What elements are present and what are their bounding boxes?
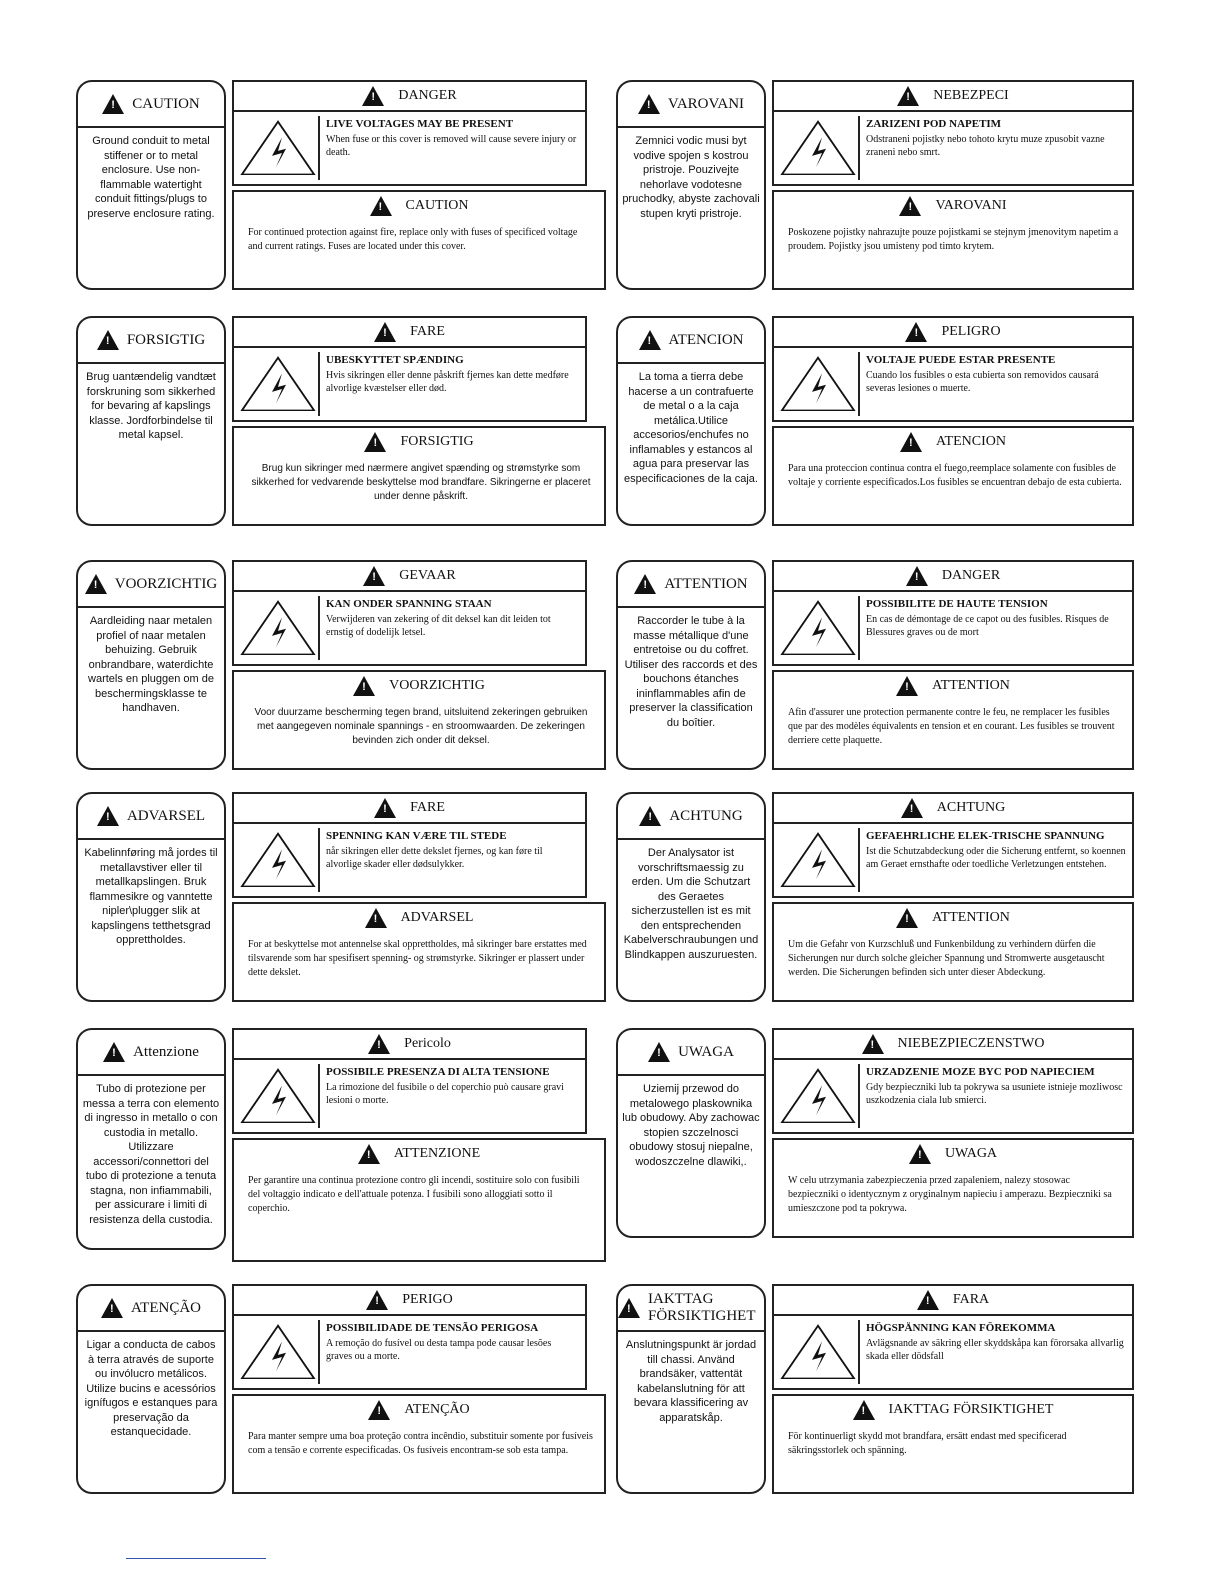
danger-label-body (234, 824, 585, 896)
fuse-label (232, 1138, 606, 1262)
fuse-header-text: ATTENTION (932, 910, 1010, 925)
danger-text (866, 830, 1126, 871)
danger-text (866, 1322, 1126, 1363)
fuse-label (772, 902, 1134, 1002)
caution-label (616, 80, 766, 290)
warning-triangle-icon (618, 1298, 640, 1318)
caution-title-text: IAKTTAG FÖRSIKTIGHET (648, 1291, 756, 1324)
danger-description: Ist die Schutzabdeckung oder die Sicherung entfernt, so koennen am Geraet ernsthafte oder toedliche Verletzungen entstehen. (866, 846, 1126, 870)
warning-triangle-icon (897, 86, 919, 106)
danger-title: GEFAEHRLICHE ELEK-TRISCHE SPANNUNG (866, 830, 1105, 842)
danger-label-body (774, 1316, 1132, 1388)
fuse-header-text: VOORZICHTIG (389, 678, 485, 693)
caution-label-body: Brug uantændelig vandtæt forskruning som sikkerhed for bevaring af kapslings klasse. Jordforbindelse til metal kapsel. (86, 371, 216, 441)
danger-description: Hvis sikringen eller denne påskrift fjernes kan dette medføre alvorlige kvæstelser eller død. (326, 370, 569, 394)
danger-label (232, 1284, 587, 1390)
caution-label (76, 1028, 226, 1250)
danger-label-header (774, 1030, 1132, 1060)
caution-label (76, 80, 226, 290)
danger-text (326, 598, 579, 639)
warning-triangle-icon (363, 566, 385, 586)
danger-title: HÖGSPÄNNING KAN FÖREKOMMA (866, 1322, 1056, 1334)
warning-triangle-icon (85, 574, 107, 594)
danger-description: La rimozione del fusibile o del coperchio può causare gravi lesioni o morte. (326, 1082, 564, 1106)
danger-text (326, 354, 579, 395)
fuse-description: For at beskyttelse mot antennelse skal opprettholdes, må sikringer bare erstattes med tilsvarende som har spesifisert spenning- og strømstyrke. Sikringer er plassert under dette dekslet. (248, 939, 587, 978)
danger-label-header (234, 1030, 585, 1060)
danger-label-body (774, 824, 1132, 896)
caution-title-text: CAUTION (132, 95, 200, 112)
danger-header-text: NEBEZPECI (933, 88, 1009, 103)
danger-label-body (774, 348, 1132, 420)
danger-title: VOLTAJE PUEDE ESTAR PRESENTE (866, 354, 1056, 366)
danger-label-header (774, 1286, 1132, 1316)
caution-label-title (618, 794, 764, 840)
fuse-label (772, 670, 1134, 770)
caution-label-body: Tubo di protezione per messa a terra con elemento di ingresso in metallo o con custodia in metallo. Utilizzare accessori/connettori del tubo di protezione a tenuta stagna, non infiammabili, per assicurare i limiti di resistenza della custodia. (82, 1083, 220, 1226)
danger-label-body (774, 112, 1132, 184)
danger-label (232, 1028, 587, 1134)
danger-description: A remoção do fusível ou desta tampa pode causar lesões graves ou a morte. (326, 1338, 552, 1362)
danger-text (866, 118, 1126, 159)
caution-label (76, 316, 226, 526)
danger-label (232, 560, 587, 666)
fuse-header-text: FORSIGTIG (400, 434, 474, 449)
fuse-header-text: CAUTION (405, 198, 469, 213)
danger-header-text: Pericolo (404, 1036, 451, 1051)
caution-label-body: Kabelinnføring må jordes til metallavstiver eller til metallkapslingen. Bruk flammesikre og vanntette nipler\plugger slik at kapslingens tetthetsgrad opprettholdes. (84, 847, 218, 946)
danger-label-body (234, 1316, 585, 1388)
caution-label-title (78, 318, 224, 364)
danger-text (866, 598, 1126, 639)
danger-title: LIVE VOLTAGES MAY BE PRESENT (326, 118, 514, 130)
electric-shock-icon (778, 352, 860, 416)
fuse-label-header (774, 1396, 1132, 1424)
fuse-label (772, 1394, 1134, 1494)
caution-title-text: ACHTUNG (669, 807, 743, 824)
danger-label-body (774, 592, 1132, 664)
electric-shock-icon (238, 828, 320, 892)
danger-text (326, 1322, 579, 1363)
danger-description: En cas de démontage de ce capot ou des fusibles. Risques de Blessures graves ou de mort (866, 614, 1109, 638)
electric-shock-icon (238, 1320, 320, 1384)
fuse-description: Para manter sempre uma boa proteção contra incêndio, substituir somente por fusíveis com a tensão e corrente especificadas. Os fusíveis encontram-se sob esta tampa. (248, 1431, 593, 1456)
danger-description: When fuse or this cover is removed will cause severe injury or death. (326, 134, 577, 158)
caution-label (76, 1284, 226, 1494)
fuse-label (772, 426, 1134, 526)
danger-description: Odstraneni pojistky nebo tohoto krytu muze zpusobit vazne zraneni nebo smrt. (866, 134, 1105, 158)
fuse-description: For continued protection against fire, replace only with fuses of specificed voltage and current ratings. Fuses are located under this cover. (248, 227, 578, 252)
caution-title-text: Attenzione (133, 1043, 199, 1060)
danger-text (866, 1066, 1126, 1107)
fuse-header-text: ADVARSEL (400, 910, 474, 925)
caution-title-text: VAROVANI (667, 95, 745, 112)
caution-title-text: UWAGA (678, 1043, 734, 1060)
caution-label (616, 1028, 766, 1238)
caution-label-title (78, 1030, 224, 1076)
caution-label (616, 316, 766, 526)
warning-triangle-icon (97, 806, 119, 826)
danger-label-header (774, 794, 1132, 824)
caution-label-title (78, 562, 224, 608)
warning-triangle-icon (638, 94, 660, 114)
caution-label (616, 560, 766, 770)
caution-label-body: Ground conduit to metal stiffener or to metal enclosure. Use non-flammable watertight conduit fittings/plugs to preserve enclosure rating. (87, 135, 215, 220)
fuse-label-header (234, 904, 604, 932)
caution-label-title (618, 82, 764, 128)
warning-triangle-icon (905, 322, 927, 342)
danger-label-body (234, 348, 585, 420)
danger-label-body (234, 112, 585, 184)
danger-header-text: FARA (952, 1292, 990, 1307)
warning-triangle-icon (358, 1144, 380, 1164)
danger-label-body (234, 592, 585, 664)
fuse-description: Poskozene pojistky nahrazujte pouze pojistkami se stejnym jmenovitym napetim a proudem. Pojistky jsou umisteny pod timto krytem. (788, 227, 1119, 252)
fuse-label-header (234, 1140, 604, 1168)
danger-description: når sikringen eller dette dekslet fjernes, og kan føre til alvorlige skader eller dødsulykker. (326, 846, 543, 870)
warning-triangle-icon (900, 432, 922, 452)
warning-triangle-icon (648, 1042, 670, 1062)
caution-title-text: ADVARSEL (126, 807, 206, 824)
warning-triangle-icon (639, 806, 661, 826)
danger-header-text: DANGER (398, 88, 457, 103)
caution-label-body: Zemnici vodic musi byt vodive spojen s kostrou pristroje. Pouzivejte nehorlave vodotesne pruchodky, abyste zachovali stupen kryti pristroje. (622, 135, 760, 220)
danger-label (232, 316, 587, 422)
danger-label-header (774, 562, 1132, 592)
caution-label (76, 792, 226, 1002)
danger-label-header (234, 562, 585, 592)
electric-shock-icon (238, 352, 320, 416)
danger-header-text: FARE (410, 800, 445, 815)
fuse-label (232, 190, 606, 290)
warning-triangle-icon (366, 1290, 388, 1310)
warning-triangle-icon (368, 1400, 390, 1420)
warning-triangle-icon (103, 1042, 125, 1062)
fuse-label-header (774, 428, 1132, 456)
fuse-label (232, 1394, 606, 1494)
warning-triangle-icon (374, 322, 396, 342)
electric-shock-icon (238, 596, 320, 660)
danger-label-header (774, 82, 1132, 112)
footer-rule (126, 1558, 266, 1559)
danger-header-text: PELIGRO (941, 324, 1001, 339)
warning-triangle-icon (901, 798, 923, 818)
danger-label (772, 1284, 1134, 1390)
danger-title: SPENNING KAN VÆRE TIL STEDE (326, 830, 507, 842)
fuse-label-header (234, 1396, 604, 1424)
fuse-label-header (774, 904, 1132, 932)
fuse-label-header (234, 192, 604, 220)
caution-label (616, 1284, 766, 1494)
fuse-header-text: UWAGA (944, 1146, 998, 1161)
fuse-label (772, 190, 1134, 290)
danger-label (772, 80, 1134, 186)
danger-label-header (234, 794, 585, 824)
caution-label-body: Raccorder le tube à la masse métallique d'une entretoise ou du coffret. Utiliser des raccords et des bouchons étanches ininflammables afin de preserver la classification du boîtier. (624, 615, 758, 729)
caution-label-title (78, 1286, 224, 1332)
danger-label-header (234, 1286, 585, 1316)
danger-header-text: DANGER (941, 568, 1001, 583)
danger-label (772, 1028, 1134, 1134)
warning-triangle-icon (639, 330, 661, 350)
fuse-description: Afin d'assurer une protection permanente contre le feu, ne remplacer les fusibles que par des modèles équivalents en tension et en courant. Les fusibles se trouvent derriere cette plaquette. (788, 707, 1115, 746)
fuse-label (232, 902, 606, 1002)
warning-triangle-icon (896, 908, 918, 928)
danger-title: URZADZENIE MOZE BYC POD NAPIECIEM (866, 1066, 1095, 1078)
warning-triangle-icon (368, 1034, 390, 1054)
electric-shock-icon (778, 828, 860, 892)
warning-triangle-icon (906, 566, 928, 586)
warning-triangle-icon (365, 908, 387, 928)
caution-title-text: ATENÇÃO (131, 1299, 201, 1316)
caution-label-body: Ligar a conducta de cabos à terra através de suporte ou invólucro metálicos. Utilize bucins e acessórios ignífugos e estanques para preservação da estanquecidade. (84, 1339, 218, 1438)
danger-label (232, 80, 587, 186)
danger-label-header (774, 318, 1132, 348)
fuse-header-text: ATTENZIONE (393, 1146, 481, 1161)
fuse-header-text: IAKTTAG FÖRSIKTIGHET (888, 1402, 1054, 1417)
caution-title-text: FORSIGTIG (126, 331, 206, 348)
fuse-header-text: ATTENTION (932, 678, 1010, 693)
warning-triangle-icon (634, 574, 656, 594)
caution-label (76, 560, 226, 770)
danger-title: UBESKYTTET SPÆNDING (326, 354, 464, 366)
danger-label-header (234, 82, 585, 112)
fuse-header-text: ATENÇÃO (404, 1402, 470, 1417)
caution-title-text: ATENCION (668, 331, 744, 348)
danger-description: Cuando los fusibles o esta cubierta son removidos causará severas lesiones o muerte. (866, 370, 1099, 394)
fuse-label-header (774, 192, 1132, 220)
danger-title: POSSIBILE PRESENZA DI ALTA TENSIONE (326, 1066, 550, 1078)
danger-label (232, 792, 587, 898)
caution-label-body: Anslutningspunkt är jordad till chassi. Använd brandsäker, vattentät kabelanslutning för att bevara klassificering av apparatskåp. (625, 1339, 757, 1424)
caution-title-text: VOORZICHTIG (114, 575, 218, 592)
warning-triangle-icon (374, 798, 396, 818)
fuse-description: Per garantire una continua protezione contro gli incendi, sostituire solo con fusibili del voltaggio indicato e dell'attuale potenza. I fusibili sono alloggiati sotto il coperchio. (248, 1175, 580, 1214)
danger-label (772, 560, 1134, 666)
danger-title: KAN ONDER SPANNING STAAN (326, 598, 492, 610)
electric-shock-icon (238, 1064, 320, 1128)
danger-header-text: ACHTUNG (936, 800, 1006, 815)
warning-triangle-icon (370, 196, 392, 216)
fuse-description: Voor duurzame bescherming tegen brand, uitsluitend zekeringen gebruiken met aangegeven nominale spannings - en stroomwaarden. De zekeringen bevinden zich onder dit deksel. (254, 707, 588, 746)
danger-label-body (774, 1060, 1132, 1132)
caution-label (616, 792, 766, 1002)
danger-header-text: PERIGO (402, 1292, 453, 1307)
caution-label-body: Aardleiding naar metalen profiel of naar metalen behuizing. Gebruik onbrandbare, waterdichte wartels en pluggen om de beschermingsklasse te handhaven. (88, 615, 214, 714)
fuse-description: Para una proteccion continua contra el fuego,reemplace solamente con fusibles de voltaje y corriente especificados.Los fusibles se encuentran debajo de esta cubierta. (788, 463, 1122, 488)
danger-header-text: GEVAAR (399, 568, 456, 583)
warning-triangle-icon (364, 432, 386, 452)
danger-text (326, 118, 579, 159)
caution-label-title (618, 562, 764, 608)
danger-title: POSSIBILITE DE HAUTE TENSION (866, 598, 1048, 610)
fuse-label (232, 670, 606, 770)
caution-label-body: Der Analysator ist vorschriftsmaessig zu erden. Um die Schutzart des Geraetes sicherzustellen ist es mit den entsprechenden Kabelverschraubungen und Blindkappen auszuruesten. (623, 847, 759, 961)
danger-label-body (234, 1060, 585, 1132)
warning-triangle-icon (896, 676, 918, 696)
caution-label-title (618, 318, 764, 364)
caution-label-title (618, 1030, 764, 1076)
danger-title: POSSIBILIDADE DE TENSÃO PERIGOSA (326, 1322, 539, 1334)
caution-label-body: Uziemij przewod do metalowego plaskownika lub obudowy. Aby zachowac stopien szczelnosci obudowy stosuj niepalne, wodoszczelne dlawiki,. (622, 1083, 760, 1168)
danger-header-text: NIEBEZPIECZENSTWO (897, 1036, 1045, 1051)
caution-label-title (618, 1286, 764, 1332)
fuse-description: W celu utrzymania zabezpieczenia przed zapaleniem, nalezy stosowac bezpieczniki o identycznym z oryginalnym napieciu i amperazu. Bezpieczniki sa umieszczone pod ta pokrywa. (788, 1175, 1112, 1214)
electric-shock-icon (778, 596, 860, 660)
fuse-header-text: VAROVANI (935, 198, 1007, 213)
caution-label-title (78, 82, 224, 128)
electric-shock-icon (778, 1320, 860, 1384)
fuse-label-header (774, 1140, 1132, 1168)
caution-title-text: ATTENTION (664, 575, 748, 592)
danger-description: Avlägsnande av säkring eller skyddskåpa kan förorsaka allvarlig skada eller dödsfall (866, 1338, 1124, 1362)
warning-triangle-icon (362, 86, 384, 106)
danger-label (772, 792, 1134, 898)
fuse-label (232, 426, 606, 526)
caution-label-title (78, 794, 224, 840)
warning-triangle-icon (909, 1144, 931, 1164)
electric-shock-icon (238, 116, 320, 180)
warning-triangle-icon (101, 1298, 123, 1318)
fuse-description: Brug kun sikringer med nærmere angivet spænding og strømstyrke som sikkerhed for vedvarende beskyttelse mod brandfare. Sikringerne er placeret under denne påskrift. (251, 463, 591, 502)
fuse-description: Um die Gefahr von Kurzschluß und Funkenbildung zu verhindern dürfen die Sicherungen nur durch solche gleicher Spannung und Stromwerte ausgetauscht werden. Die Sicherungen befinden sich unter dieser Abdeckung. (788, 939, 1105, 978)
fuse-label-header (234, 428, 604, 456)
warning-triangle-icon (853, 1400, 875, 1420)
electric-shock-icon (778, 116, 860, 180)
fuse-header-text: ATENCION (936, 434, 1006, 449)
danger-description: Gdy bezpieczniki lub ta pokrywa sa usuniete istnieje mozliwosc uszkodzenia ciala lub smierci. (866, 1082, 1123, 1106)
fuse-label-header (234, 672, 604, 700)
electric-shock-icon (778, 1064, 860, 1128)
warning-triangle-icon (917, 1290, 939, 1310)
caution-label-body: La toma a tierra debe hacerse a un contrafuerte de metal o a la caja metálica.Utilice accesorios/enchufes no inflamables y estancos al agua para preservar las especificaciones de la caja. (624, 371, 758, 485)
fuse-label (772, 1138, 1134, 1238)
warning-triangle-icon (102, 94, 124, 114)
danger-text (326, 830, 579, 871)
fuse-label-header (774, 672, 1132, 700)
danger-label (772, 316, 1134, 422)
warning-triangle-icon (353, 676, 375, 696)
warning-triangle-icon (899, 196, 921, 216)
warning-triangle-icon (862, 1034, 884, 1054)
danger-text (326, 1066, 579, 1107)
fuse-description: För kontinuerligt skydd mot brandfara, ersätt endast med specificerad säkringsstorlek och spänning. (788, 1431, 1067, 1456)
danger-description: Verwijderen van zekering of dit deksel kan dit leiden tot ernstig of dodelijk letsel. (326, 614, 551, 638)
danger-title: ZARIZENI POD NAPETIM (866, 118, 1002, 130)
danger-header-text: FARE (410, 324, 445, 339)
danger-label-header (234, 318, 585, 348)
warning-triangle-icon (97, 330, 119, 350)
danger-text (866, 354, 1126, 395)
